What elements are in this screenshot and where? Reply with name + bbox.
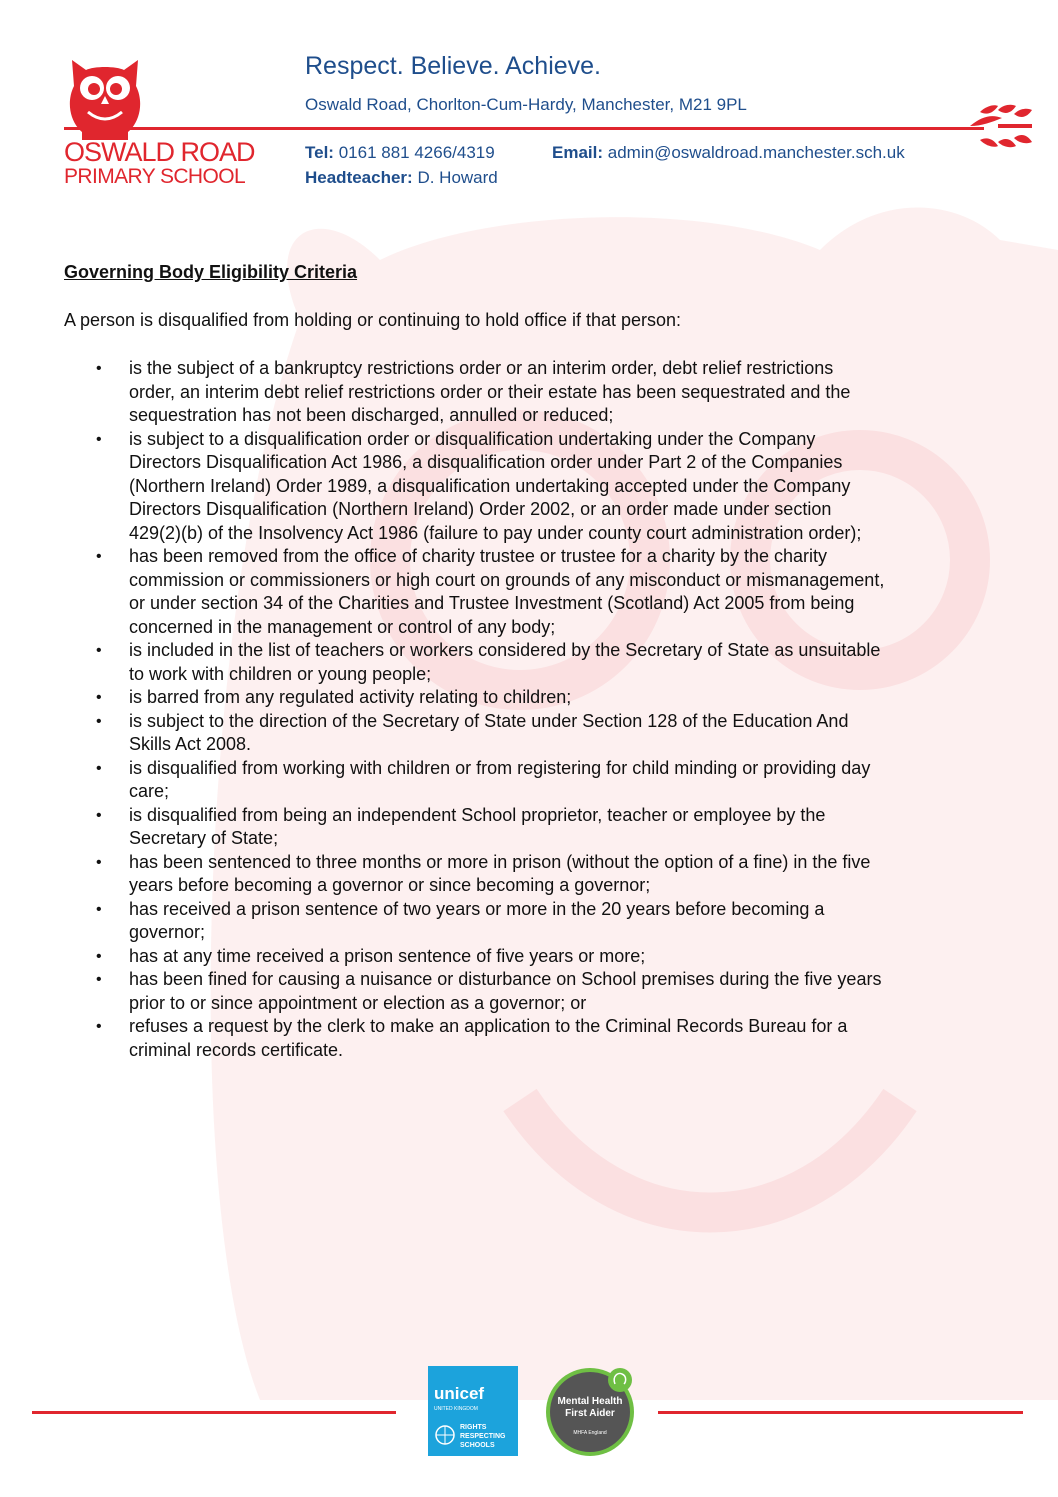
criteria-line: criminal records certificate. — [129, 1039, 344, 1060]
criteria-line: • refuses a request by the clerk to make an application to the Criminal Records Bureau for a — [129, 1016, 848, 1036]
criteria-line: Directors Disqualification (Northern Ireland) Order 2002, or an order made under section — [129, 499, 832, 519]
criteria-line: • is subject to the direction of the Secretary of State under Section 128 of the Education And — [129, 710, 849, 731]
unicef-name: unicef — [434, 1384, 485, 1403]
criteria-item — [64, 686, 964, 710]
criteria-item — [64, 639, 964, 686]
tel-label: Tel: — [305, 143, 334, 162]
criteria-line: • is disqualified from being an independent School proprietor, teacher or employee by the — [129, 804, 826, 825]
criteria-item — [64, 357, 964, 428]
criteria-line: commission or commissioners or high court on grounds of any misconduct or mismanagement, — [129, 569, 885, 590]
tel-value: 0161 881 4266/4319 — [338, 143, 495, 162]
logo-line-1: OSWALD ROAD — [64, 137, 255, 167]
head-icon — [608, 1368, 632, 1392]
criteria-item — [64, 804, 964, 851]
unicef-award-line-1: RIGHTS — [460, 1424, 487, 1431]
email-label: Email: — [552, 143, 604, 162]
criteria-line: • is disqualified from working with children or from registering for child minding or providing day — [129, 757, 871, 778]
unicef-award-line-2: RESPECTING — [460, 1433, 506, 1440]
criteria-line: • has received a prison sentence of two years or more in the 20 years before becoming a — [129, 898, 825, 919]
headteacher-value: D. Howard — [417, 168, 498, 187]
unicef-country: UNITED KINGDOM — [434, 1406, 478, 1412]
mhfa-title — [544, 1396, 636, 1420]
criteria-item — [64, 545, 964, 639]
criteria-line: • has been removed from the office of charity trustee or trustee for a charity by the charity — [129, 546, 828, 566]
criteria-line: to work with children or young people; — [129, 663, 432, 684]
criteria-line: governor; — [129, 922, 206, 942]
criteria-item — [64, 851, 964, 898]
unicef-badge — [428, 1366, 518, 1456]
criteria-line: • has been sentenced to three months or more in prison (without the option of a fine) in the five — [129, 851, 871, 872]
criteria-line: • is subject to a disqualification order or disqualification undertaking under the Company — [129, 428, 816, 449]
footer-rule-left — [32, 1411, 396, 1414]
criteria-item — [64, 898, 964, 945]
criteria-line: care; — [129, 781, 170, 801]
document-title: Governing Body Eligibility Criteria — [64, 262, 358, 282]
criteria-line: concerned in the management or control of any body; — [129, 616, 556, 637]
leaf-icon — [968, 104, 1034, 150]
email — [552, 143, 905, 163]
telephone — [305, 143, 495, 163]
criteria-line: Skills Act 2008. — [129, 734, 252, 754]
criteria-line: or under section 34 of the Charities and Trustee Investment (Scotland) Act 2005 from being — [129, 593, 855, 613]
criteria-list — [64, 357, 964, 1062]
criteria-line: • has at any time received a prison sentence of five years or more; — [129, 945, 646, 966]
criteria-line: Directors Disqualification Act 1986, a disqualification order under Part 2 of the Companies — [129, 452, 843, 472]
criteria-line: • is the subject of a bankruptcy restrictions order or an interim order, debt relief restrictions — [129, 358, 834, 378]
headteacher — [305, 168, 498, 188]
criteria-item — [64, 757, 964, 804]
criteria-item — [64, 428, 964, 546]
criteria-line: 429(2)(b) of the Insolvency Act 1986 (failure to pay under county court administration order); — [129, 522, 862, 543]
globe-icon — [434, 1424, 456, 1446]
mhfa-line-2: First Aider — [565, 1408, 615, 1419]
criteria-line: • is included in the list of teachers or workers considered by the Secretary of State as unsuitable — [129, 640, 881, 660]
criteria-line: order, an interim debt relief restrictions order or their estate has been sequestrated and the — [129, 381, 851, 402]
criteria-item — [64, 968, 964, 1015]
criteria-line: prior to or since appointment or election as a governor; or — [129, 992, 587, 1013]
criteria-line: Secretary of State; — [129, 828, 279, 848]
school-motto: Respect. Believe. Achieve. — [305, 52, 601, 80]
criteria-line: years before becoming a governor or since becoming a governor; — [129, 875, 651, 895]
mhfa-org: MHFA England — [573, 1430, 607, 1436]
logo-line-2: PRIMARY SCHOOL — [64, 165, 246, 188]
unicef-award-line-3: SCHOOLS — [460, 1442, 495, 1449]
criteria-line: (Northern Ireland) Order 1989, a disqualification undertaking accepted under the Company — [129, 475, 851, 496]
header-rule — [64, 127, 984, 130]
school-logo-name — [64, 138, 255, 188]
email-value: admin@oswaldroad.manchester.sch.uk — [607, 143, 905, 162]
unicef-award — [460, 1423, 506, 1450]
headteacher-label: Headteacher: — [305, 168, 413, 187]
criteria-item — [64, 945, 964, 969]
criteria-item — [64, 710, 964, 757]
criteria-item — [64, 1015, 964, 1062]
intro-paragraph: A person is disqualified from holding or continuing to hold office if that person: — [64, 310, 682, 330]
criteria-line: • has been fined for causing a nuisance or disturbance on School premises during the five years — [129, 969, 882, 989]
footer-rule-right — [658, 1411, 1023, 1414]
criteria-line: • is barred from any regulated activity relating to children; — [129, 687, 572, 707]
mhfa-line-1: Mental Health — [557, 1396, 623, 1407]
school-address: Oswald Road, Chorlton-Cum-Hardy, Manchester, M21 9PL — [305, 95, 747, 114]
criteria-line: sequestration has not been discharged, annulled or reduced; — [129, 405, 614, 425]
